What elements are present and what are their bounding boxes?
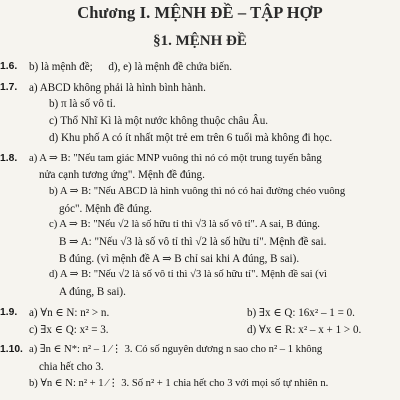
exercise-number: 1.7. <box>0 81 18 93</box>
answer-line: A đúng, B sai). <box>59 286 126 299</box>
answer-line <box>29 59 396 76</box>
answer-c: c) ∃x ∈ Q: x² = 3. <box>29 323 109 336</box>
answer-b: b) ∃x ∈ Q: 16x² – 1 = 0. <box>247 306 355 319</box>
answer-line: nửa cạnh tương ứng". Mệnh đề đúng. <box>39 169 205 182</box>
exercise-1-8 <box>0 151 400 301</box>
exercise-number: 1.10. <box>0 344 23 356</box>
answer-line: d) A ⇒ B: "Nếu √2 là số vô tỉ thì √3 là số hữu tỉ". Mệnh đề sai (vì <box>49 269 327 281</box>
exercise-number: 1.8. <box>0 152 18 164</box>
answer-d: d), e) là mệnh đề chứa biến. <box>108 61 233 73</box>
answer-line: c) A ⇒ B: "Nếu √2 là số hữu tỉ thì √3 là số vô tỉ". A sai, B đúng. <box>49 219 320 231</box>
answer-d: d) ∀x ∈ R: x² – x + 1 > 0. <box>247 323 362 336</box>
answer-line: a) A ⇒ B: "Nếu tam giác MNP vuông thì nó có một trung tuyến bằng <box>29 152 322 164</box>
answer-line: b) ∀n ∈ N: n² + 1 ⁄⋮ 3. Số n² + 1 chia hết cho 3 với mọi số tự nhiên n. <box>29 377 329 389</box>
exercise-1-9 <box>0 305 400 338</box>
answer-line: chia hết cho 3. <box>39 360 104 373</box>
exercise-number: 1.6. <box>0 61 18 72</box>
exercise-1-7 <box>0 80 400 147</box>
answer-line: b) π là số vô tỉ. <box>49 98 116 111</box>
answer-row <box>29 305 396 322</box>
answer-line: d) Khu phố A có ít nhất một trẻ em trên 6 tuổi mà không đi học. <box>49 131 333 144</box>
answer-a: a) ∀n ∈ N: n² > n. <box>29 306 110 319</box>
answer-line: B đúng. (vì mệnh đề A ⇒ B chỉ sai khi A đúng, B sai). <box>59 252 300 265</box>
exercise-1-6 <box>0 59 400 76</box>
answer-line: a) ABCD không phải là hình bình hành. <box>29 81 206 94</box>
chapter-title: Chương I. MỆNH ĐỀ – TẬP HỢP <box>77 3 323 22</box>
exercise-number: 1.9. <box>0 306 18 318</box>
answer-b: b) là mệnh đề; <box>29 61 93 73</box>
exercise-list <box>0 59 400 392</box>
answer-line: B ⇒ A: "Nếu √3 là số vô tỉ thì √2 là số hữu tỉ". Mệnh đề sai. <box>59 236 327 249</box>
answer-row <box>29 322 396 339</box>
exercise-1-10 <box>0 342 400 392</box>
answer-line: b) A ⇒ B: "Nếu ABCD là hình vuông thì nó có hai đường chéo vuông <box>49 185 346 197</box>
answer-line: góc". Mệnh đề đúng. <box>59 202 152 215</box>
section-title: §1. MỆNH ĐỀ <box>153 33 247 49</box>
answer-line: c) Thổ Nhĩ Kì là một nước không thuộc châu Âu. <box>49 115 269 128</box>
answer-line: a) ∃n ∈ N*: n² – 1 ⁄⋮ 3. Có số nguyên dương n sao cho n² – 1 không <box>29 344 323 356</box>
